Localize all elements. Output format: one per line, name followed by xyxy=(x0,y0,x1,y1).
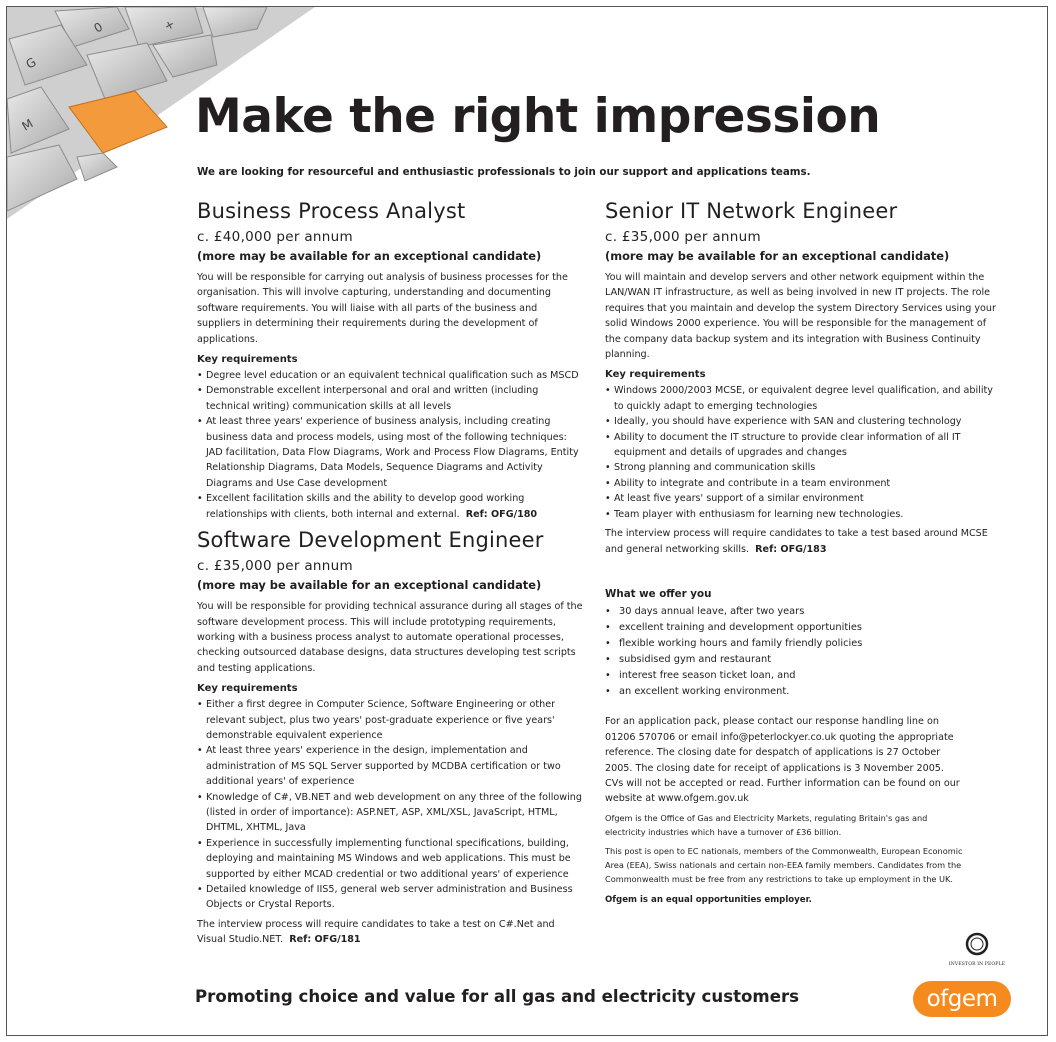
requirements-list xyxy=(197,368,583,522)
requirement-item: • Degree level education or an equivalent technical qualification such as MSCD xyxy=(197,368,583,383)
benefit-item: • interest free season ticket loan, and xyxy=(605,668,997,684)
salary-note: (more may be available for an exceptional candidate) xyxy=(605,249,950,263)
job-closing xyxy=(605,526,997,557)
job-salary: c. £40,000 per annum xyxy=(197,229,353,245)
salary-note: (more may be available for an exceptional candidate) xyxy=(197,249,542,263)
job-title: Senior IT Network Engineer xyxy=(605,199,898,223)
requirements-heading: Key requirements xyxy=(197,683,298,695)
job-salary: c. £35,000 per annum xyxy=(197,558,353,575)
requirements-heading: Key requirements xyxy=(197,354,298,366)
job-salary: c. £35,000 per annum xyxy=(605,229,761,245)
equal-opportunities-statement: Ofgem is an equal opportunities employer. xyxy=(605,894,812,905)
svg-text:M: M xyxy=(19,116,36,134)
headline: Make the right impression xyxy=(195,89,881,144)
job-senior-it-network-engineer xyxy=(605,197,997,557)
job-description: You will maintain and develop servers and other network equipment within the LAN/WAN IT infrastructure, as well as being involved in new IT projects. The role requires that you maintain and develop the system Directory Services using your solid Windows 2000 experience. You will be responsible for the management of the company data backup system and its integration with Business Continuity planning. xyxy=(605,272,996,361)
requirement-item: • Ability to document the IT structure to provide clear information of all IT equipment and details of upgrades and changes xyxy=(605,430,997,461)
svg-text:0: 0 xyxy=(91,19,106,36)
investors-in-people-logo xyxy=(947,931,1007,971)
closing-text: The interview process will require candidates to take a test based around MCSE and general networking skills. xyxy=(605,528,988,555)
benefit-item: • flexible working hours and family friendly policies xyxy=(605,636,997,652)
about-ofgem: Ofgem is the Office of Gas and Electricity Markets, regulating Britain's gas and electricity industries which have a turnover of £36 billion. xyxy=(605,812,928,837)
requirement-item: • Knowledge of C#, VB.NET and web development on any three of the following (listed in order of importance): ASP.NET, ASP, XML/XSL, JavaScript, HTML, DHTML, XHTML, Java xyxy=(197,790,583,836)
requirements-list xyxy=(605,383,997,522)
job-description: You will be responsible for carrying out analysis of business processes for the organisation. This will involve capturing, understanding and documenting software requirements. You will liaise with all parts of the business and suppliers in determining their requirements during the development of applications. xyxy=(197,272,568,345)
eligibility-text: This post is open to EC nationals, members of the Commonwealth, European Economic Area (EEA), Swiss nationals and certain non-EEA family members. Candidates from the Commonwealth must be free from any restrictions to take up employment in the UK. xyxy=(605,846,963,884)
closing-text: The interview process will require candidates to take a test on C#.Net and Visual Studio.NET. xyxy=(197,918,555,946)
requirement-item: • Windows 2000/2003 MCSE, or equivalent degree level qualification, and ability to quickly adapt to emerging technologies xyxy=(605,383,997,414)
requirement-item: • Experience in successfully implementing functional specifications, building, deploying and maintaining MS Windows and web applications. This must be supported by either MCAD credential or two additional years' of experience xyxy=(197,836,583,882)
job-business-process-analyst xyxy=(197,197,583,522)
job-description: You will be responsible for providing technical assurance during all stages of the software development process. This will include prototyping requirements, working with a business process analyst to automate operational processes, checking outsourced database designs, data structures developing test scripts and testing applications. xyxy=(197,601,583,674)
left-column xyxy=(197,197,583,953)
intro-text: We are looking for resourceful and enthusiastic professionals to join our support and applications teams. xyxy=(197,166,811,178)
right-column xyxy=(605,197,997,908)
benefits-heading: What we offer you xyxy=(605,587,712,600)
requirement-item xyxy=(197,491,583,522)
svg-text:G: G xyxy=(23,54,39,72)
benefit-item: • an excellent working environment. xyxy=(605,684,997,700)
requirement-item: • At least three years' experience of business analysis, including creating business data and process models, using most of the following techniques: JAD facilitation, Data Flow Diagrams, Work and Process Flow Diagrams, Entity Relationship Diagrams, Data Models, Sequence Diagrams and Activity Diagrams and Use Case development xyxy=(197,414,583,491)
job-title: Business Process Analyst xyxy=(197,199,466,223)
requirement-item: • Demonstrable excellent interpersonal and oral and written (including technical writing) communication skills at all levels xyxy=(197,383,583,414)
svg-text:+: + xyxy=(161,16,178,34)
application-instructions: For an application pack, please contact our response handling line on 01206 570706 or email info@peterlockyer.co.uk quoting the appropriate reference. The closing date for despatch of applications is 27 October 2005. The closing date for receipt of applications is 3 November 2005. CVs will not be accepted or read. Further information can be found on our website at www.ofgem.gov.uk xyxy=(605,716,960,805)
requirements-heading: Key requirements xyxy=(605,369,706,381)
benefit-item: • excellent training and development opportunities xyxy=(605,620,997,636)
job-closing xyxy=(197,917,583,948)
requirement-item: • Strong planning and communication skills xyxy=(605,460,997,475)
ofgem-logo: ofgem xyxy=(913,981,1011,1017)
requirement-item: • At least five years' support of a similar environment xyxy=(605,491,997,506)
requirements-list xyxy=(197,697,583,913)
footer-tagline: Promoting choice and value for all gas and electricity customers xyxy=(195,987,800,1006)
requirement-item: • Detailed knowledge of IIS5, general web server administration and Business Objects or Crystal Reports. xyxy=(197,882,583,913)
iip-label: INVESTOR IN PEOPLE xyxy=(948,962,1006,967)
requirement-item: • Ability to integrate and contribute in a team environment xyxy=(605,476,997,491)
salary-note: (more may be available for an exceptional candidate) xyxy=(197,578,542,593)
job-ref: Ref: OFG/181 xyxy=(289,934,361,946)
benefits-section xyxy=(605,587,997,700)
job-software-development-engineer xyxy=(197,526,583,948)
requirement-item: • Ideally, you should have experience with SAN and clustering technology xyxy=(605,414,997,429)
benefit-item: • subsidised gym and restaurant xyxy=(605,652,997,668)
advertisement-page xyxy=(6,6,1048,1036)
requirement-item: • Either a first degree in Computer Science, Software Engineering or other relevant subject, plus two years' post-graduate experience or five years' demonstrable equivalent experience xyxy=(197,697,583,743)
requirement-item: • At least three years' experience in the design, implementation and administration of MS SQL Server supported by MCDBA certification or two additional years' of experience xyxy=(197,743,583,789)
laurel-icon xyxy=(962,931,992,957)
requirement-item: • Team player with enthusiasm for learning new technologies. xyxy=(605,507,997,522)
job-ref: Ref: OFG/183 xyxy=(755,543,827,555)
job-ref: Ref: OFG/180 xyxy=(465,508,538,520)
benefits-list xyxy=(605,604,997,700)
job-title: Software Development Engineer xyxy=(197,528,544,553)
requirement-text: Excellent facilitation skills and the ability to develop good working relationships with clients, both internal and external. xyxy=(206,493,525,520)
benefit-item: • 30 days annual leave, after two years xyxy=(605,604,997,620)
